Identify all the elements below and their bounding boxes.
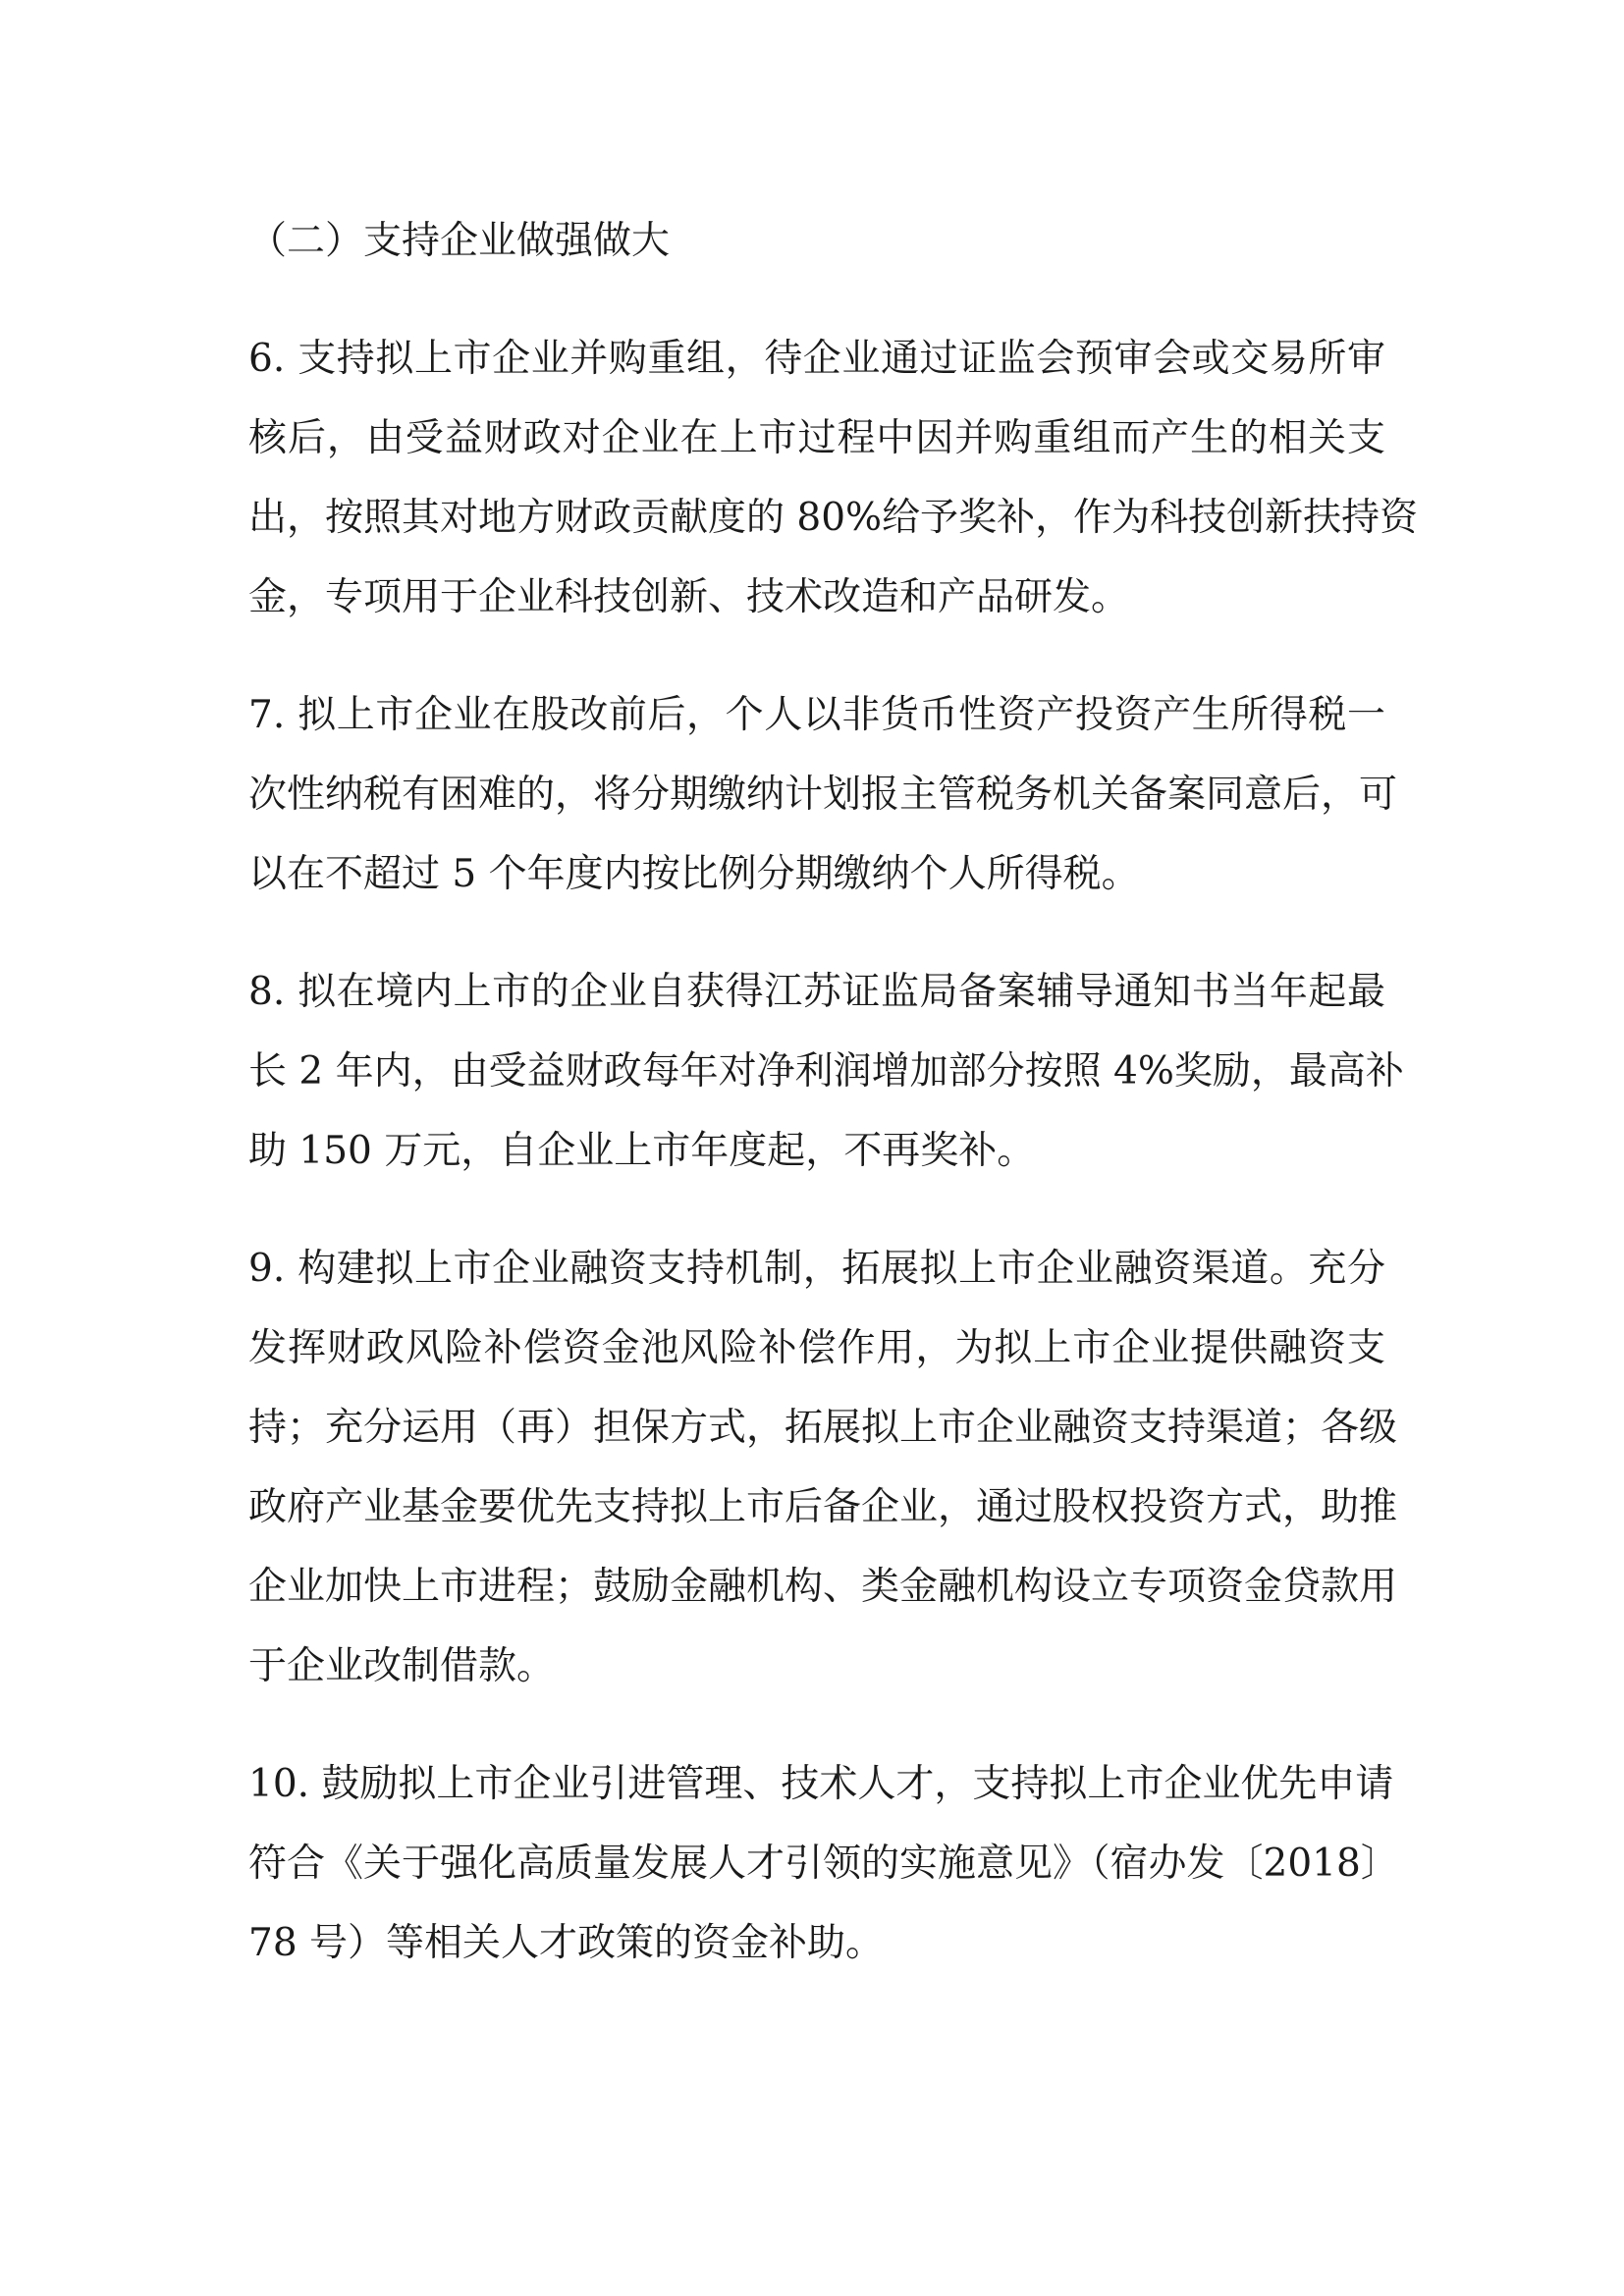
document-body — [248, 201, 1419, 2021]
text-line: 以在不超过 5 个年度内按比例分期缴纳个人所得税。 — [248, 852, 1140, 896]
text-line: 8. 拟在境内上市的企业自获得江苏证监局备案辅导通知书当年起最 — [248, 970, 1385, 1014]
text-line: 出，按照其对地方财政贡献度的 80%给予奖补，作为科技创新扶持资 — [248, 496, 1419, 540]
paragraph-8 — [248, 952, 1404, 1191]
paragraph-9 — [248, 1229, 1398, 1706]
text-line: 10. 鼓励拟上市企业引进管理、技术人才，支持拟上市企业优先申请 — [248, 1762, 1394, 1806]
text-line: 7. 拟上市企业在股改前后，个人以非货币性资产投资产生所得税一 — [248, 693, 1385, 737]
text-line: 发挥财政风险补偿资金池风险补偿作用，为拟上市企业提供融资支 — [248, 1326, 1385, 1370]
text-line: 78 号）等相关人才政策的资金补助。 — [248, 1921, 885, 1965]
text-line: 6. 支持拟上市企业并购重组，待企业通过证监会预审会或交易所审 — [248, 337, 1385, 381]
text-line: 企业加快上市进程；鼓励金融机构、类金融机构设立专项资金贷款用 — [248, 1565, 1398, 1609]
text-line: 核后，由受益财政对企业在上市过程中因并购重组而产生的相关支 — [248, 416, 1385, 460]
text-line: 金，专项用于企业科技创新、技术改造和产品研发。 — [248, 575, 1130, 619]
text-line: 助 150 万元，自企业上市年度起，不再奖补。 — [248, 1129, 1036, 1173]
paragraph-10 — [248, 1744, 1399, 1983]
text-line: 9. 构建拟上市企业融资支持机制，拓展拟上市企业融资渠道。充分 — [248, 1247, 1385, 1291]
text-line: 长 2 年内，由受益财政每年对净利润增加部分按照 4%奖励，最高补 — [248, 1049, 1404, 1094]
section-heading: （二）支持企业做强做大 — [248, 219, 671, 263]
text-line: 政府产业基金要优先支持拟上市后备企业，通过股权投资方式，助推 — [248, 1485, 1398, 1529]
text-line: 符合《关于强化高质量发展人才引领的实施意见》（宿办发〔2018〕 — [248, 1842, 1399, 1886]
paragraph-7 — [248, 675, 1398, 914]
text-line: 于企业改制借款。 — [248, 1644, 556, 1688]
paragraph-6 — [248, 319, 1419, 637]
text-line: 持；充分运用（再）担保方式，拓展拟上市企业融资支持渠道；各级 — [248, 1406, 1398, 1450]
text-line: 次性纳税有困难的，将分期缴纳计划报主管税务机关备案同意后，可 — [248, 773, 1398, 817]
